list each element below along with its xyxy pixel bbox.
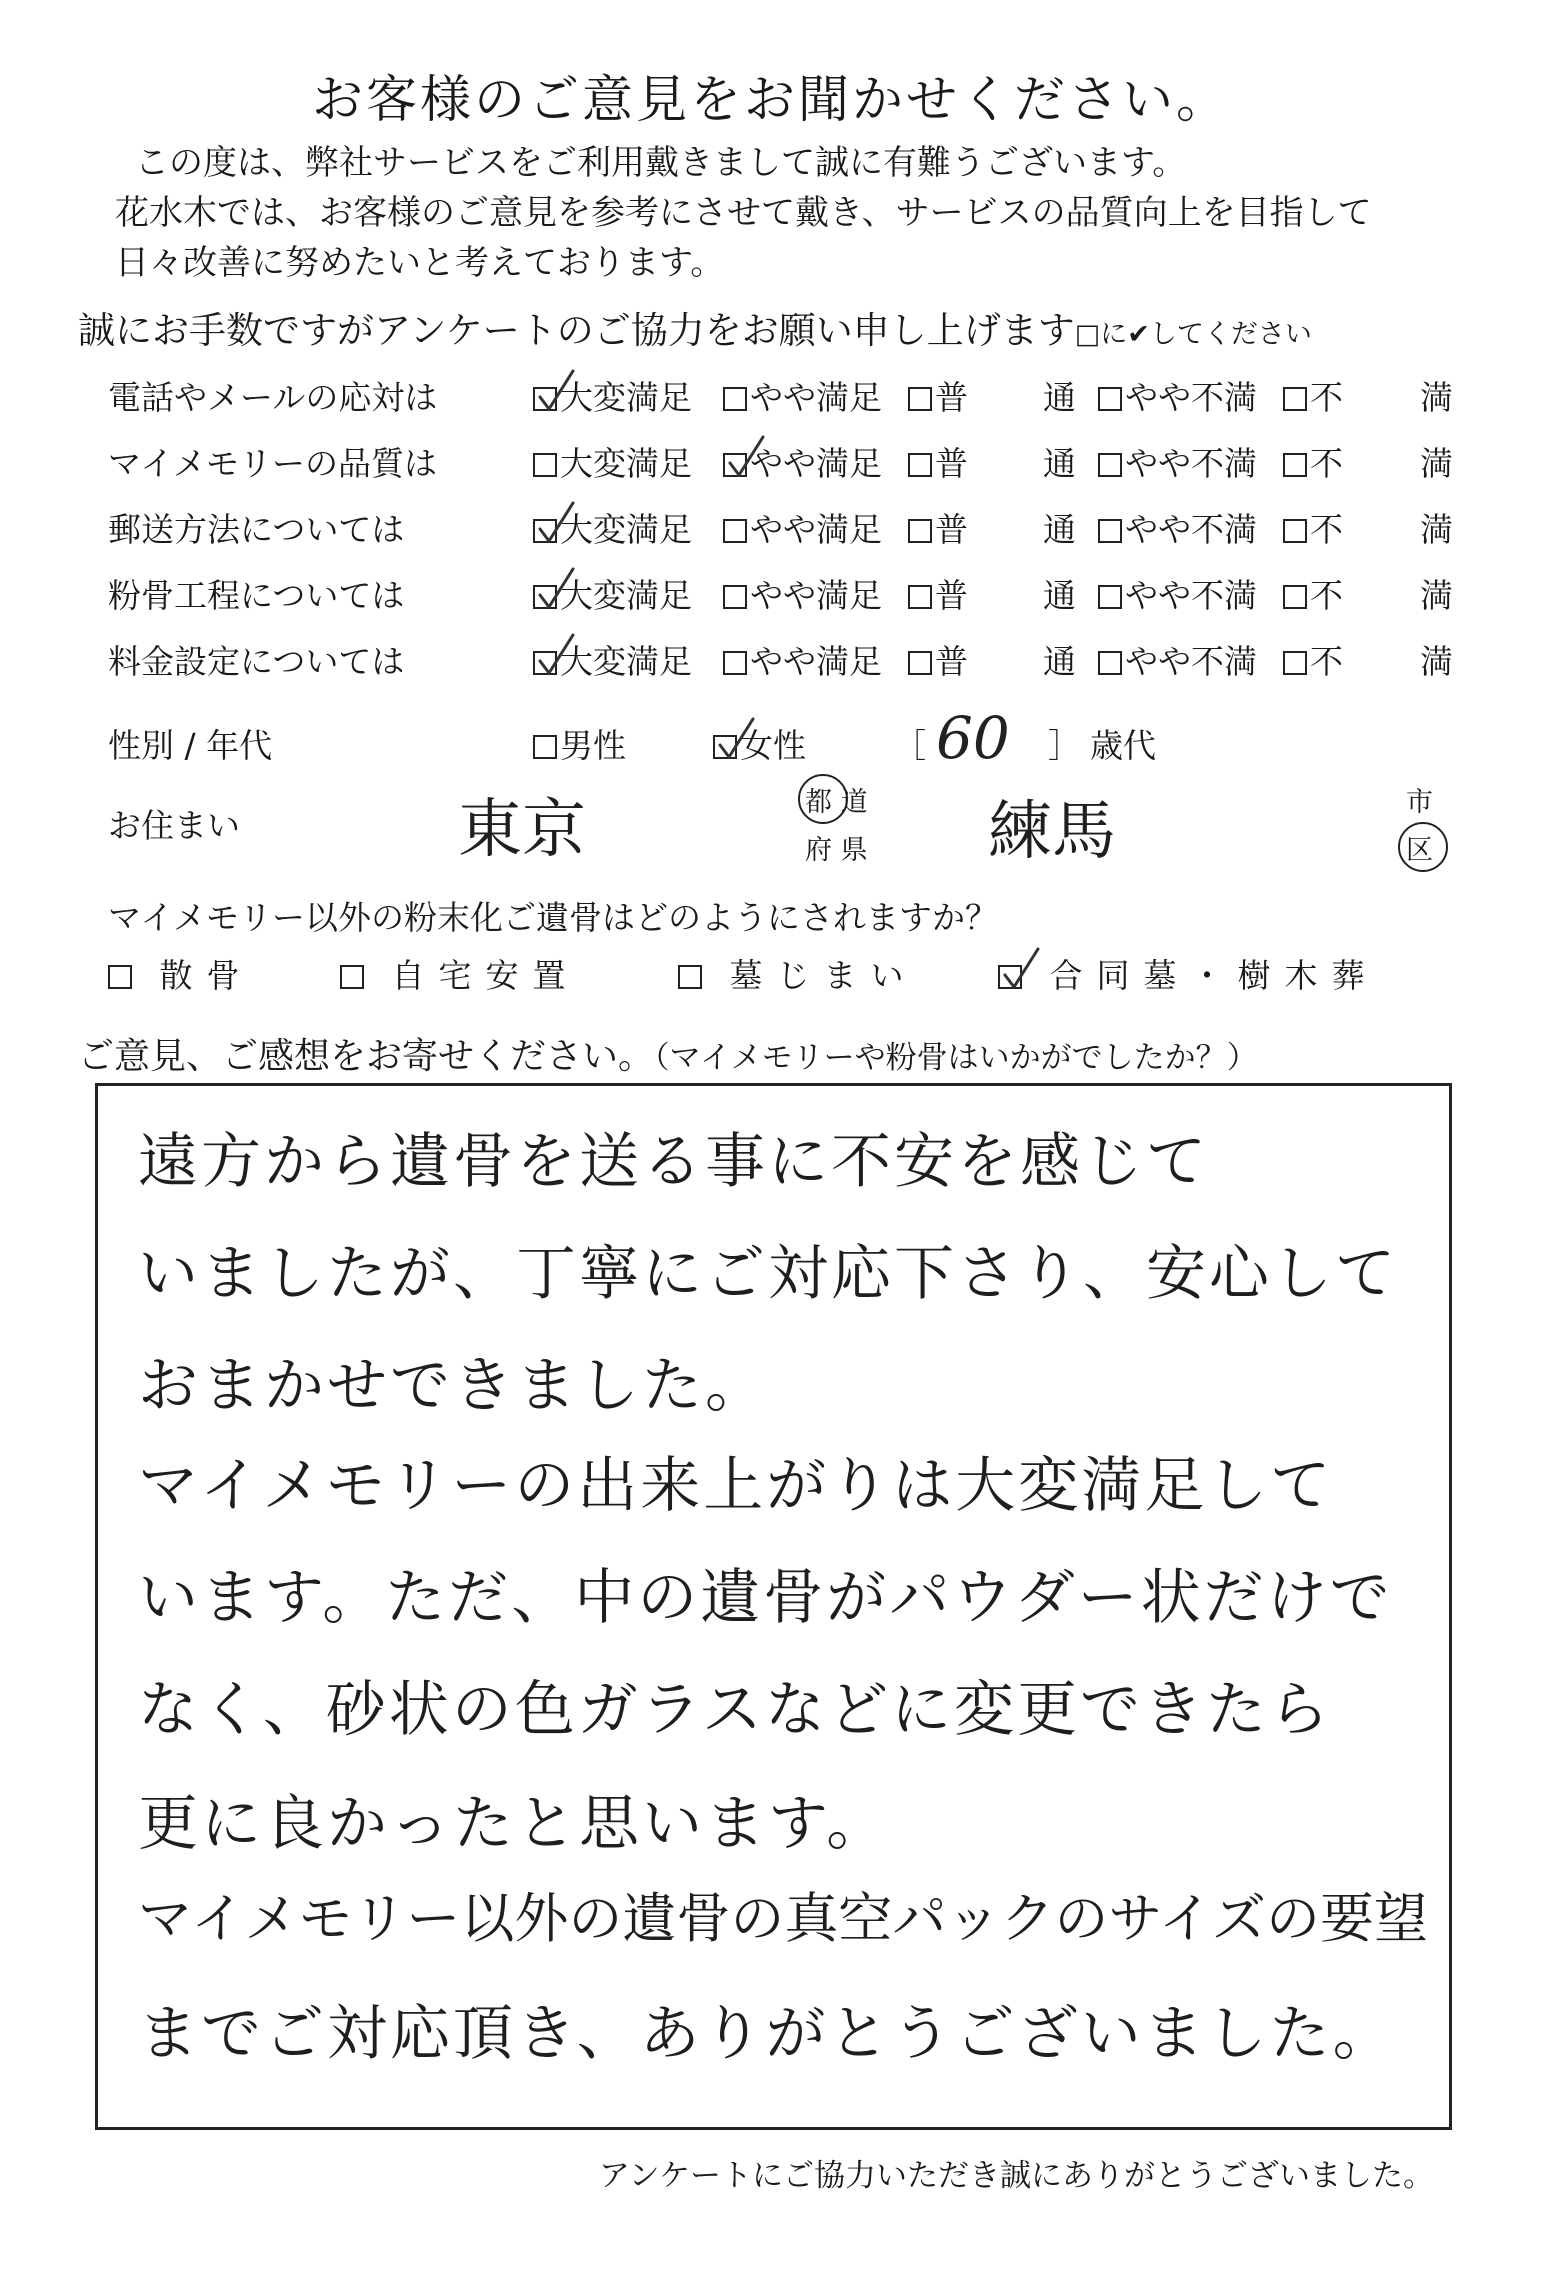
rating-option-label: やや満足 bbox=[750, 576, 882, 615]
rating-option[interactable] bbox=[908, 570, 968, 617]
rating-question-label: 郵送方法については bbox=[108, 510, 405, 549]
rating-option[interactable] bbox=[1098, 636, 1257, 683]
remains-option-joint-grave[interactable] bbox=[998, 950, 1379, 997]
rating-option bbox=[1420, 636, 1453, 683]
rating-option-label: 満 bbox=[1420, 576, 1453, 615]
city-type-bottom: 区 bbox=[1406, 835, 1433, 866]
rating-option[interactable] bbox=[533, 636, 692, 683]
rating-option[interactable] bbox=[533, 504, 692, 551]
checkbox[interactable] bbox=[678, 965, 702, 989]
checkbox[interactable] bbox=[723, 585, 747, 609]
comment-label-sub: （マイメモリーや粉骨はいかがでしたか？） bbox=[654, 1040, 1258, 1076]
rating-option-label: 不 bbox=[1310, 642, 1343, 681]
comment-line: 遠方から遺骨を送る事に不安を感じて bbox=[138, 1127, 1209, 1197]
rating-option-label: 普 bbox=[935, 510, 968, 549]
checkbox[interactable] bbox=[533, 453, 557, 477]
rating-option-label: やや満足 bbox=[750, 444, 882, 483]
request-note-pre: □に bbox=[1074, 319, 1128, 350]
checkbox[interactable] bbox=[713, 735, 737, 759]
rating-option bbox=[1420, 372, 1453, 419]
rating-option-label: やや不満 bbox=[1125, 510, 1257, 549]
rating-option-label: やや不満 bbox=[1125, 444, 1257, 483]
gender-male-label: 男性 bbox=[560, 726, 626, 765]
remains-option-home[interactable] bbox=[340, 950, 580, 997]
comment-line: マイメモリーの出来上がりは大変満足して bbox=[138, 1451, 1334, 1521]
rating-option-label: やや不満 bbox=[1125, 378, 1257, 417]
checkbox[interactable] bbox=[908, 387, 932, 411]
rating-option-label: 大変満足 bbox=[560, 642, 692, 681]
remains-option-label: 散骨 bbox=[159, 956, 254, 995]
age-bracket-close: ］ bbox=[1048, 726, 1081, 765]
intro-text bbox=[115, 138, 1372, 288]
rating-option[interactable] bbox=[533, 372, 692, 419]
rating-option[interactable] bbox=[1098, 372, 1257, 419]
check-mark-icon: ✔ bbox=[1127, 319, 1150, 350]
rating-option[interactable] bbox=[723, 372, 882, 419]
checkbox[interactable] bbox=[533, 651, 557, 675]
rating-option-label: 通 bbox=[1043, 378, 1076, 417]
remains-option-label: 合同墓・樹木葬 bbox=[1049, 956, 1379, 995]
rating-option[interactable] bbox=[1283, 438, 1343, 485]
rating-option-label: 通 bbox=[1043, 642, 1076, 681]
rating-option[interactable] bbox=[908, 372, 968, 419]
checkbox[interactable] bbox=[723, 651, 747, 675]
rating-option-label: 普 bbox=[935, 444, 968, 483]
comment-label bbox=[78, 1028, 1258, 1079]
city-value[interactable]: 練馬 bbox=[988, 795, 1116, 869]
page-title: お客様のご意見をお聞かせください。 bbox=[311, 71, 1230, 130]
checkbox[interactable] bbox=[908, 651, 932, 675]
rating-option bbox=[1420, 570, 1453, 617]
comment-line: いましたが、丁寧にご対応下さり、安心して bbox=[138, 1239, 1398, 1309]
rating-option[interactable] bbox=[1283, 636, 1343, 683]
checkbox[interactable] bbox=[723, 519, 747, 543]
rating-option-label: 不 bbox=[1310, 510, 1343, 549]
checkbox[interactable] bbox=[1098, 651, 1122, 675]
remains-option-label: 墓じまい bbox=[729, 956, 918, 995]
rating-option bbox=[1420, 504, 1453, 551]
comment-box[interactable] bbox=[95, 1083, 1452, 2130]
rating-option-label: 大変満足 bbox=[560, 378, 692, 417]
rating-option-label: 不 bbox=[1310, 378, 1343, 417]
comment-line: までご対応頂き、ありがとうございました。 bbox=[138, 1999, 1396, 2069]
rating-option-label: やや不満 bbox=[1125, 576, 1257, 615]
rating-option-label: 通 bbox=[1043, 510, 1076, 549]
rating-option[interactable] bbox=[1283, 570, 1343, 617]
checkbox[interactable] bbox=[1283, 651, 1307, 675]
gender-male-option[interactable] bbox=[533, 720, 626, 767]
age-bracket-open: ［ bbox=[893, 726, 926, 765]
pref-type-top: 都 道 bbox=[805, 787, 868, 818]
gender-age-label: 性別 / 年代 bbox=[108, 726, 273, 765]
checkbox[interactable] bbox=[1098, 453, 1122, 477]
rating-option bbox=[1043, 438, 1076, 485]
rating-row bbox=[108, 372, 1453, 428]
survey-request bbox=[78, 300, 1312, 354]
rating-option-label: 不 bbox=[1310, 576, 1343, 615]
residence-label: お住まい bbox=[108, 806, 240, 845]
rating-option-label: やや満足 bbox=[750, 378, 882, 417]
checkbox[interactable] bbox=[1098, 387, 1122, 411]
rating-row bbox=[108, 636, 1453, 692]
checkbox[interactable] bbox=[908, 585, 932, 609]
checkbox[interactable] bbox=[998, 965, 1022, 989]
rating-row bbox=[108, 438, 1453, 494]
age-suffix: 歳代 bbox=[1090, 726, 1156, 765]
rating-option-label: 満 bbox=[1420, 510, 1453, 549]
checkbox[interactable] bbox=[1098, 519, 1122, 543]
comment-label-main: ご意見、ご感想をお寄せください。 bbox=[78, 1036, 655, 1077]
gender-female-option[interactable] bbox=[713, 720, 806, 767]
rating-option-label: 不 bbox=[1310, 444, 1343, 483]
gender-age-row bbox=[108, 704, 1448, 776]
rating-option bbox=[1043, 570, 1076, 617]
checkbox[interactable] bbox=[908, 453, 932, 477]
rating-row bbox=[108, 504, 1453, 560]
checkbox[interactable] bbox=[1283, 519, 1307, 543]
rating-row bbox=[108, 570, 1453, 626]
rating-option bbox=[1043, 636, 1076, 683]
checkbox[interactable] bbox=[533, 585, 557, 609]
checkbox[interactable] bbox=[1283, 585, 1307, 609]
request-note-post: してください bbox=[1149, 319, 1312, 350]
checkbox[interactable] bbox=[908, 519, 932, 543]
checkbox[interactable] bbox=[723, 453, 747, 477]
gender-female-label: 女性 bbox=[740, 726, 806, 765]
rating-question-label: 粉骨工程については bbox=[108, 576, 405, 615]
rating-option-label: 通 bbox=[1043, 576, 1076, 615]
checkbox[interactable] bbox=[723, 387, 747, 411]
residence-row bbox=[108, 787, 1448, 880]
rating-option[interactable] bbox=[1283, 504, 1343, 551]
rating-option[interactable] bbox=[533, 438, 692, 485]
prefecture-value[interactable]: 東京 bbox=[458, 793, 586, 867]
remains-option-scatter[interactable] bbox=[108, 950, 254, 997]
rating-option[interactable] bbox=[1098, 504, 1257, 551]
checkbox[interactable] bbox=[533, 735, 557, 759]
checkbox[interactable] bbox=[108, 965, 132, 989]
rating-option-label: やや満足 bbox=[750, 642, 882, 681]
rating-option-label: 通 bbox=[1043, 444, 1076, 483]
rating-option[interactable] bbox=[723, 636, 882, 683]
rating-option[interactable] bbox=[908, 504, 968, 551]
rating-option-label: 大変満足 bbox=[560, 576, 692, 615]
rating-option[interactable] bbox=[723, 438, 882, 485]
check-mark-icon bbox=[1002, 945, 1042, 993]
rating-question-label: 料金設定については bbox=[108, 642, 405, 681]
checkbox[interactable] bbox=[533, 387, 557, 411]
intro-line: この度は、弊社サービスをご利用戴きまして誠に有難うございます。 bbox=[135, 143, 1187, 183]
rating-option[interactable] bbox=[533, 570, 692, 617]
comment-line: 更に良かったと思います。 bbox=[138, 1789, 890, 1859]
rating-option-label: 大変満足 bbox=[560, 510, 692, 549]
rating-option[interactable] bbox=[723, 504, 882, 551]
comment-line: います。ただ、中の遺骨がパウダー状だけで bbox=[138, 1563, 1393, 1633]
rating-option-label: 普 bbox=[935, 576, 968, 615]
footer-thanks: アンケートにご協力いただき誠にありがとうございました。 bbox=[598, 2158, 1434, 2194]
remains-options bbox=[108, 950, 1448, 1000]
comment-line: なく、砂状の色ガラスなどに変更できたら bbox=[138, 1675, 1332, 1745]
rating-option bbox=[1043, 372, 1076, 419]
rating-option-label: 普 bbox=[935, 642, 968, 681]
remains-option-label: 自宅安置 bbox=[391, 956, 580, 995]
checkbox[interactable] bbox=[533, 519, 557, 543]
rating-question-label: マイメモリーの品質は bbox=[108, 444, 438, 483]
rating-option[interactable] bbox=[908, 438, 968, 485]
rating-option-label: 大変満足 bbox=[560, 444, 692, 483]
rating-question-label: 電話やメールの応対は bbox=[108, 378, 438, 417]
checkbox[interactable] bbox=[1098, 585, 1122, 609]
intro-line: 日々改善に努めたいと考えております。 bbox=[115, 243, 725, 283]
rating-option-label: やや満足 bbox=[750, 510, 882, 549]
request-text: 誠にお手数ですがアンケートのご協力をお願い申し上げます bbox=[78, 309, 1075, 352]
intro-line: 花水木では、お客様のご意見を参考にさせて戴き、サービスの品質向上を目指して bbox=[115, 193, 1372, 233]
pref-type-bottom: 府 県 bbox=[805, 835, 868, 866]
checkbox[interactable] bbox=[1283, 453, 1307, 477]
rating-option-label: 普 bbox=[935, 378, 968, 417]
rating-option bbox=[1043, 504, 1076, 551]
rating-option[interactable] bbox=[1283, 372, 1343, 419]
rating-option-label: 満 bbox=[1420, 378, 1453, 417]
remains-question: マイメモリー以外の粉末化ご遺骨はどのようにされますか？ bbox=[108, 898, 999, 937]
rating-option-label: やや不満 bbox=[1125, 642, 1257, 681]
remains-option-grave-closing[interactable] bbox=[678, 950, 918, 997]
rating-option[interactable] bbox=[1098, 438, 1257, 485]
comment-line: おまかせできました。 bbox=[138, 1351, 768, 1421]
comment-line: マイメモリー以外の遺骨の真空パックのサイズの要望 bbox=[138, 1887, 1429, 1950]
city-type-top: 市 bbox=[1406, 787, 1433, 818]
request-note bbox=[1075, 319, 1312, 350]
rating-option[interactable] bbox=[1098, 570, 1257, 617]
rating-option-label: 満 bbox=[1420, 444, 1453, 483]
rating-option[interactable] bbox=[723, 570, 882, 617]
rating-option-label: 満 bbox=[1420, 642, 1453, 681]
checkbox[interactable] bbox=[1283, 387, 1307, 411]
checkbox[interactable] bbox=[340, 965, 364, 989]
rating-option bbox=[1420, 438, 1453, 485]
age-value[interactable]: 60 bbox=[936, 704, 1010, 772]
rating-option[interactable] bbox=[908, 636, 968, 683]
